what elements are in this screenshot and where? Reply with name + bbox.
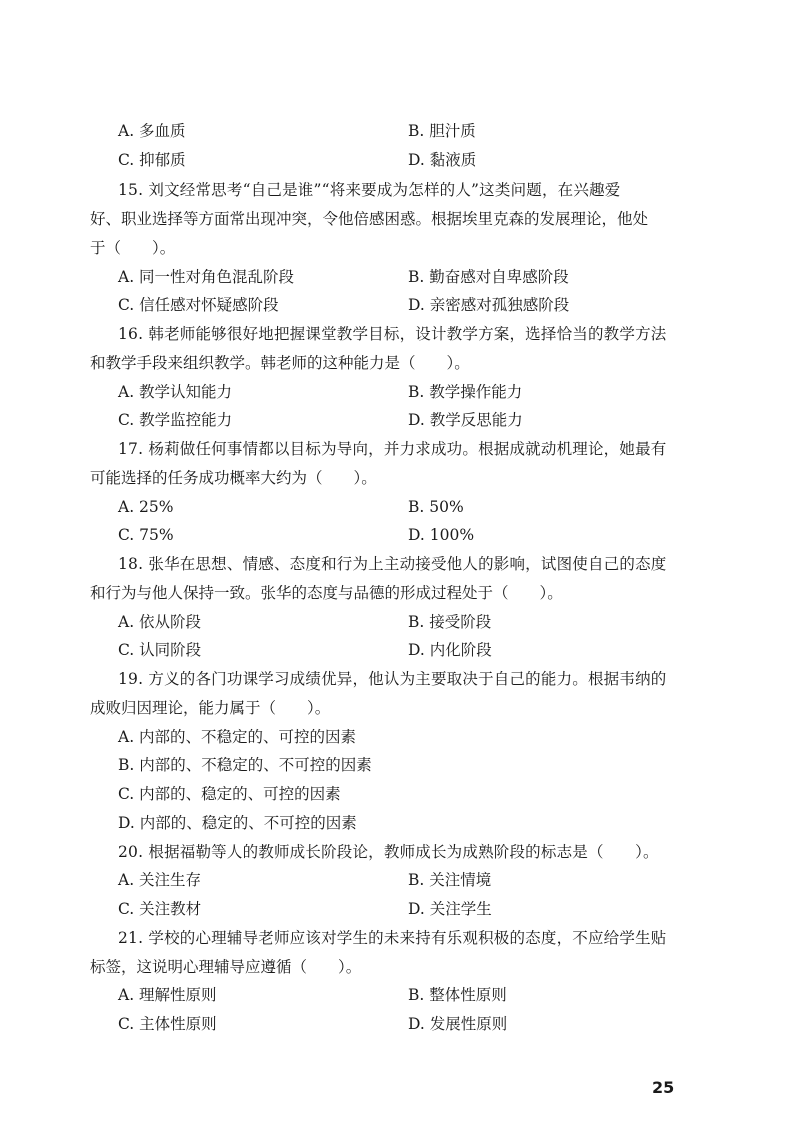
q19-stem-line-2: 成败归因理论，能力属于（ ）。 — [90, 699, 331, 717]
q15-option-b: B. 勤奋感对自卑感阶段 — [408, 268, 569, 286]
q16-option-d: D. 教学反思能力 — [408, 411, 523, 429]
q16-stem-line-1: 16. 韩老师能够很好地把握课堂教学目标，设计教学方案，选择恰当的教学方法 — [118, 325, 667, 343]
q15-stem-line-2: 好、职业选择等方面常出现冲突，令他倍感困惑。根据埃里克森的发展理论，他处 — [90, 210, 649, 228]
q19-option-d: D. 内部的、稳定的、不可控的因素 — [118, 814, 357, 832]
q20-option-d: D. 关注学生 — [408, 900, 492, 918]
q17-option-b: B. 50% — [408, 498, 464, 516]
q14-option-d: D. 黏液质 — [408, 151, 477, 169]
q19-option-b: B. 内部的、不稳定的、不可控的因素 — [118, 756, 372, 774]
q17-option-c: C. 75% — [118, 526, 174, 544]
q15-option-c: C. 信任感对怀疑感阶段 — [118, 296, 279, 314]
q20-option-c: C. 关注教材 — [118, 900, 202, 918]
q19-option-a: A. 内部的、不稳定的、可控的因素 — [118, 728, 357, 746]
q21-stem-line-2: 标签，这说明心理辅导应遵循（ ）。 — [90, 958, 362, 976]
q16-stem-line-2: 和教学手段来组织教学。韩老师的这种能力是（ ）。 — [90, 354, 470, 372]
q20-option-a: A. 关注生存 — [118, 871, 202, 889]
page-number: 25 — [652, 1078, 675, 1097]
q14-option-c: C. 抑郁质 — [118, 151, 186, 169]
q16-option-b: B. 教学操作能力 — [408, 383, 523, 401]
q17-option-a: A. 25% — [118, 498, 174, 516]
q17-option-d: D. 100% — [408, 526, 475, 544]
q21-option-c: C. 主体性原则 — [118, 1015, 217, 1033]
q18-option-d: D. 内化阶段 — [408, 641, 492, 659]
q20-stem-line-1: 20. 根据福勒等人的教师成长阶段论，教师成长为成熟阶段的标志是（ ）。 — [118, 843, 659, 861]
q15-option-d: D. 亲密感对孤独感阶段 — [408, 296, 570, 314]
q16-option-c: C. 教学监控能力 — [118, 411, 233, 429]
q19-option-c: C. 内部的、稳定的、可控的因素 — [118, 785, 341, 803]
q18-stem-line-1: 18. 张华在思想、情感、态度和行为上主动接受他人的影响，试图使自己的态度 — [118, 555, 667, 573]
q17-stem-line-1: 17. 杨莉做任何事情都以目标为导向，并力求成功。根据成就动机理论，她最有 — [118, 440, 667, 458]
q14-option-b: B. 胆汁质 — [408, 122, 476, 140]
q15-stem-line-3: 于（ ）。 — [90, 239, 176, 257]
q18-stem-line-2: 和行为与他人保持一致。张华的态度与品德的形成过程处于（ ）。 — [90, 584, 563, 602]
q17-stem-line-2: 可能选择的任务成功概率大约为（ ）。 — [90, 469, 377, 487]
q21-option-a: A. 理解性原则 — [118, 986, 217, 1004]
q21-option-b: B. 整体性原则 — [408, 986, 507, 1004]
q18-option-b: B. 接受阶段 — [408, 613, 492, 631]
q19-stem-line-1: 19. 方义的各门功课学习成绩优异，他认为主要取决于自己的能力。根据韦纳的 — [118, 670, 667, 688]
q21-option-d: D. 发展性原则 — [408, 1015, 508, 1033]
q18-option-a: A. 依从阶段 — [118, 613, 202, 631]
q18-option-c: C. 认同阶段 — [118, 641, 202, 659]
q21-stem-line-1: 21. 学校的心理辅导老师应该对学生的未来持有乐观积极的态度，不应给学生贴 — [118, 929, 667, 947]
q20-option-b: B. 关注情境 — [408, 871, 492, 889]
q14-option-a: A. 多血质 — [118, 122, 186, 140]
q16-option-a: A. 教学认知能力 — [118, 383, 233, 401]
q15-option-a: A. 同一性对角色混乱阶段 — [118, 268, 295, 286]
q15-stem-line-1: 15. 刘文经常思考“自己是谁”“将来要成为怎样的人”这类问题，在兴趣爱 — [118, 181, 621, 199]
